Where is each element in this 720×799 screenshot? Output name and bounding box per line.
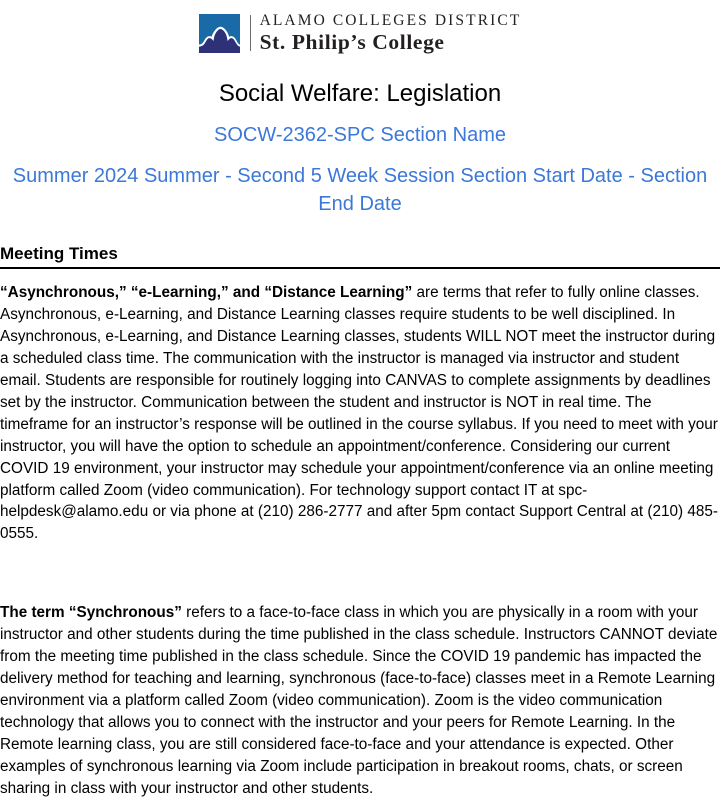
alamo-colleges-dome-logo-icon	[199, 14, 240, 53]
course-code-section-name: SOCW-2362-SPC Section Name	[214, 124, 506, 146]
paragraph-asynchronous-body: are terms that refer to fully online classes. Asynchronous, e-Learning, and Distance Learning classes require students to be well disciplined. In Asynchronous, e-Learning, and Distance Learning classes, students WILL NOT meet the instructor during a scheduled class time. The communication with the instructor is managed via instructor and student email. Students are responsible for routinely logging into CANVAS to complete assignments by deadlines set by the instructor. Communication between the student and instructor is NOT in real time. The timeframe for an instructor’s response will be outlined in the course syllabus. If you need to meet with your instructor, you will have the option to schedule an appointment/conference. Considering our current COVID 19 environment, your instructor may schedule your appointment/conference via an online meeting platform called Zoom (video communication). For technology support contact IT at spc-helpdesk@alamo.edu or via phone at (210) 286-2777 and after 5pm contact Support Central at (210) 485-0555.	[0, 284, 718, 543]
logo-district-name: ALAMO COLLEGES DISTRICT	[259, 12, 522, 29]
paragraph-synchronous	[0, 602, 720, 799]
alamo-colleges-logo-lockup	[199, 13, 522, 53]
paragraph-asynchronous	[0, 282, 720, 545]
course-title: Social Welfare: Legislation	[218, 80, 502, 107]
logo-wordmark	[260, 13, 522, 53]
paragraph-synchronous-lead: The term “Synchronous”	[0, 604, 182, 622]
logo-divider	[250, 15, 251, 51]
paragraph-asynchronous-lead: “Asynchronous,” “e-Learning,” and “Distance Learning”	[0, 284, 413, 302]
masthead	[0, 0, 720, 57]
paragraph-synchronous-body: refers to a face-to-face class in which you are physically in a room with your instructor and other students during the time published in the class schedule. Instructors CANNOT deviate from the meeting time published in the class schedule. Since the COVID 19 pandemic has impacted the delivery method for teaching and learning, synchronous (face-to-face) classes meet in a Remote Learning environment via a platform called Zoom (video communication). Zoom is the video communication technology that allows you to connect with the instructor and your peers for Remote Learning. In the Remote learning class, you are still considered face-to-face and your attendance is expected. Other examples of synchronous learning via Zoom include participation in breakout rooms, chats, or screen sharing in class with your instructor and other students.	[0, 604, 718, 797]
section-heading-meeting-times: Meeting Times	[0, 244, 720, 269]
course-term-dates: Summer 2024 Summer - Second 5 Week Session Section Start Date - Section End Date	[12, 165, 708, 215]
logo-college-name: St. Philip’s College	[259, 29, 445, 54]
